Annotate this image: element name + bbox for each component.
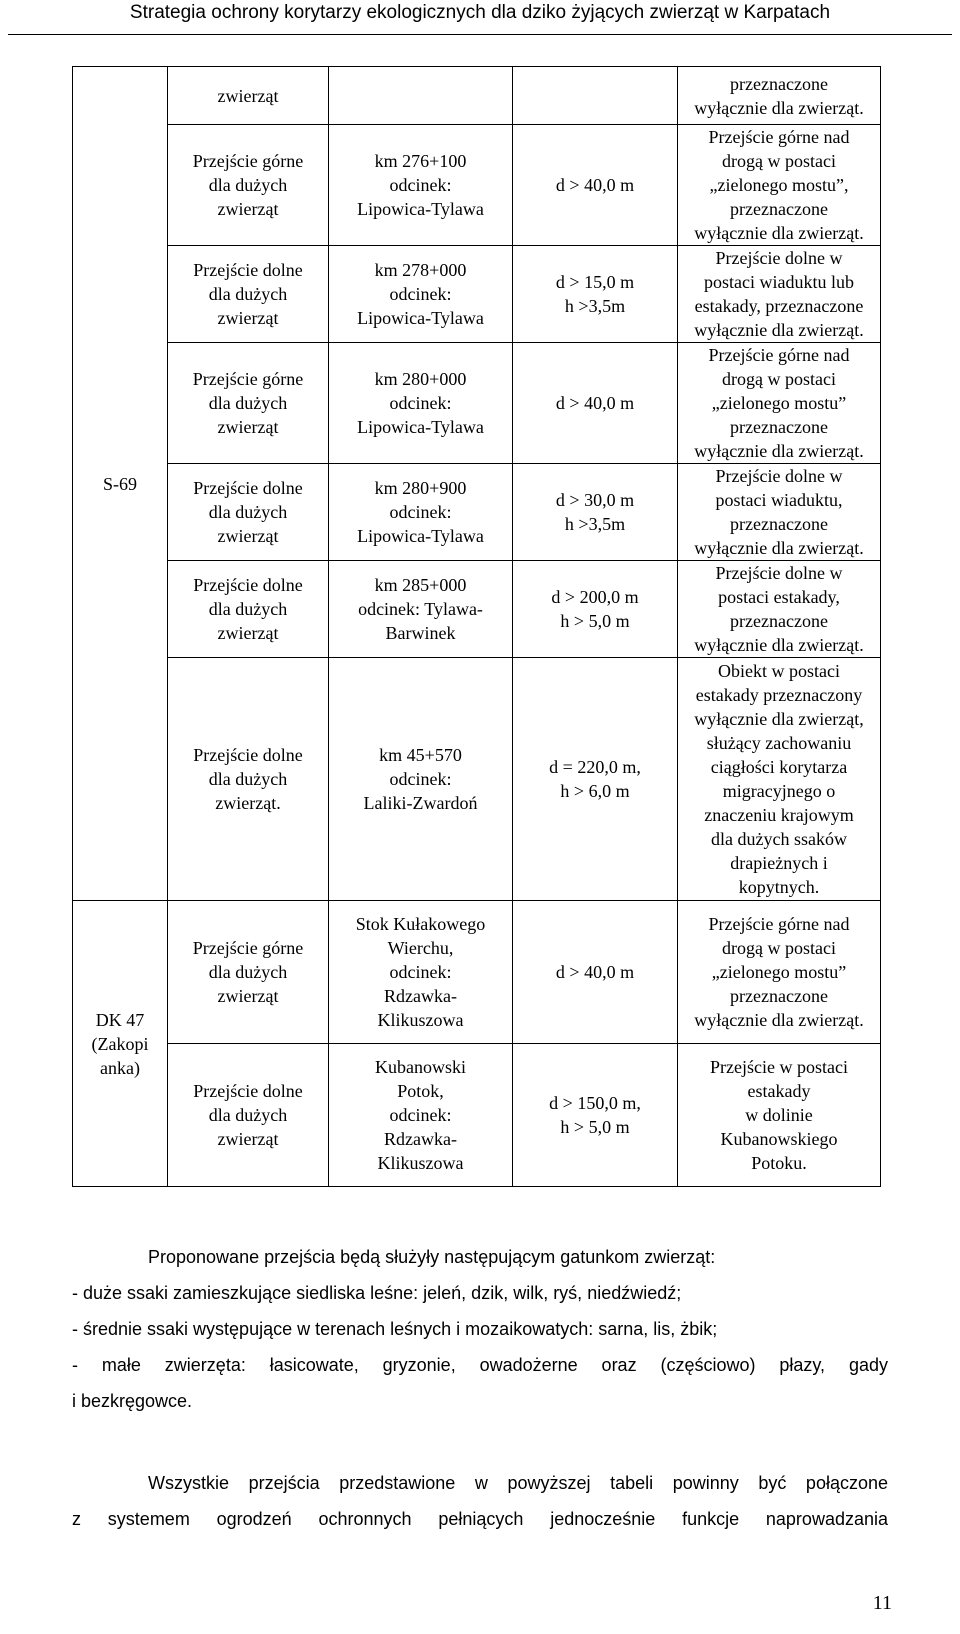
dimensions-cell: d > 150,0 m, h > 5,0 m <box>513 1044 678 1187</box>
header-rule <box>8 34 952 35</box>
dimensions-cell: d > 15,0 m h >3,5m <box>513 246 678 343</box>
list-item: - duże ssaki zamieszkujące siedliska leśne: jeleń, dzik, wilk, ryś, niedźwiedź; <box>72 1283 682 1303</box>
dimensions-cell: d > 30,0 m h >3,5m <box>513 464 678 561</box>
table-row <box>73 561 881 658</box>
table-row <box>73 901 881 1044</box>
location-cell: km 280+900 odcinek: Lipowica-Tylawa <box>329 464 513 561</box>
dimensions-cell: d > 200,0 m h > 5,0 m <box>513 561 678 658</box>
crossing-type-cell: Przejście górne dla dużych zwierząt <box>168 343 329 464</box>
paragraph-fencing-line1: Wszystkie przejścia przedstawione w powyższej tabeli powinny być połączone <box>148 1473 888 1493</box>
description-cell: Przejście dolne w postaci wiaduktu, przeznaczone wyłącznie dla zwierząt. <box>678 464 881 561</box>
running-header: Strategia ochrony korytarzy ekologicznych dla dziko żyjących zwierząt w Karpatach <box>129 2 831 23</box>
dimensions-cell: d > 40,0 m <box>513 901 678 1044</box>
description-cell: Obiekt w postaci estakady przeznaczony wyłącznie dla zwierząt, służący zachowaniu ciągłości korytarza migracyjnego o znaczeniu krajowym dla dużych ssaków drapieżnych i kopytnych. <box>678 658 881 901</box>
description-cell: Przejście górne nad drogą w postaci „zielonego mostu” przeznaczone wyłącznie dla zwierząt. <box>678 901 881 1044</box>
table-row <box>73 125 881 246</box>
description-cell: Przejście dolne w postaci estakady, przeznaczone wyłącznie dla zwierząt. <box>678 561 881 658</box>
location-cell: km 280+000 odcinek: Lipowica-Tylawa <box>329 343 513 464</box>
list-item: - średnie ssaki występujące w terenach leśnych i mozaikowatych: sarna, lis, żbik; <box>72 1319 718 1339</box>
road-label-cell: S-69 <box>73 67 168 901</box>
dimensions-cell <box>513 67 678 125</box>
crossing-type-cell: Przejście dolne dla dużych zwierząt. <box>168 658 329 901</box>
dimensions-cell: d = 220,0 m, h > 6,0 m <box>513 658 678 901</box>
crossing-type-cell: Przejście dolne dla dużych zwierząt <box>168 464 329 561</box>
table-row <box>73 67 881 125</box>
location-cell: Stok Kułakowego Wierchu, odcinek: Rdzawka- Klikuszowa <box>329 901 513 1044</box>
table-row <box>73 343 881 464</box>
paragraph-species-intro: Proponowane przejścia będą służyły następującym gatunkom zwierząt: <box>148 1247 716 1267</box>
description-cell: Przejście górne nad drogą w postaci „zielonego mostu” przeznaczone wyłącznie dla zwierząt. <box>678 343 881 464</box>
table-row <box>73 658 881 901</box>
list-item: - małe zwierzęta: łasicowate, gryzonie, owadożerne oraz (częściowo) płazy, gady <box>72 1355 888 1375</box>
location-cell: km 45+570 odcinek: Laliki-Zwardoń <box>329 658 513 901</box>
location-cell <box>329 67 513 125</box>
location-cell: km 278+000 odcinek: Lipowica-Tylawa <box>329 246 513 343</box>
table-row <box>73 246 881 343</box>
paragraph-fencing-line2: z systemem ogrodzeń ochronnych pełniących jednocześnie funkcje naprowadzania <box>72 1509 888 1529</box>
crossing-type-cell: Przejście górne dla dużych zwierząt <box>168 125 329 246</box>
location-cell: Kubanowski Potok, odcinek: Rdzawka- Klikuszowa <box>329 1044 513 1187</box>
description-cell: Przejście górne nad drogą w postaci „zielonego mostu”, przeznaczone wyłącznie dla zwierząt. <box>678 125 881 246</box>
crossing-type-cell: Przejście dolne dla dużych zwierząt <box>168 1044 329 1187</box>
table-row <box>73 1044 881 1187</box>
crossing-type-cell: Przejście dolne dla dużych zwierząt <box>168 246 329 343</box>
page-number: 11 <box>872 1592 892 1614</box>
road-label-cell: DK 47 (Zakopi anka) <box>73 901 168 1187</box>
crossing-type-cell: Przejście dolne dla dużych zwierząt <box>168 561 329 658</box>
description-cell: przeznaczone wyłącznie dla zwierząt. <box>678 67 881 125</box>
crossing-type-cell: zwierząt <box>168 67 329 125</box>
list-item-continuation: i bezkręgowce. <box>72 1391 193 1411</box>
description-cell: Przejście w postaci estakady w dolinie Kubanowskiego Potoku. <box>678 1044 881 1187</box>
location-cell: km 285+000 odcinek: Tylawa- Barwinek <box>329 561 513 658</box>
location-cell: km 276+100 odcinek: Lipowica-Tylawa <box>329 125 513 246</box>
crossings-table <box>72 66 881 1187</box>
dimensions-cell: d > 40,0 m <box>513 343 678 464</box>
description-cell: Przejście dolne w postaci wiaduktu lub estakady, przeznaczone wyłącznie dla zwierząt. <box>678 246 881 343</box>
table-row <box>73 464 881 561</box>
crossing-type-cell: Przejście górne dla dużych zwierząt <box>168 901 329 1044</box>
dimensions-cell: d > 40,0 m <box>513 125 678 246</box>
